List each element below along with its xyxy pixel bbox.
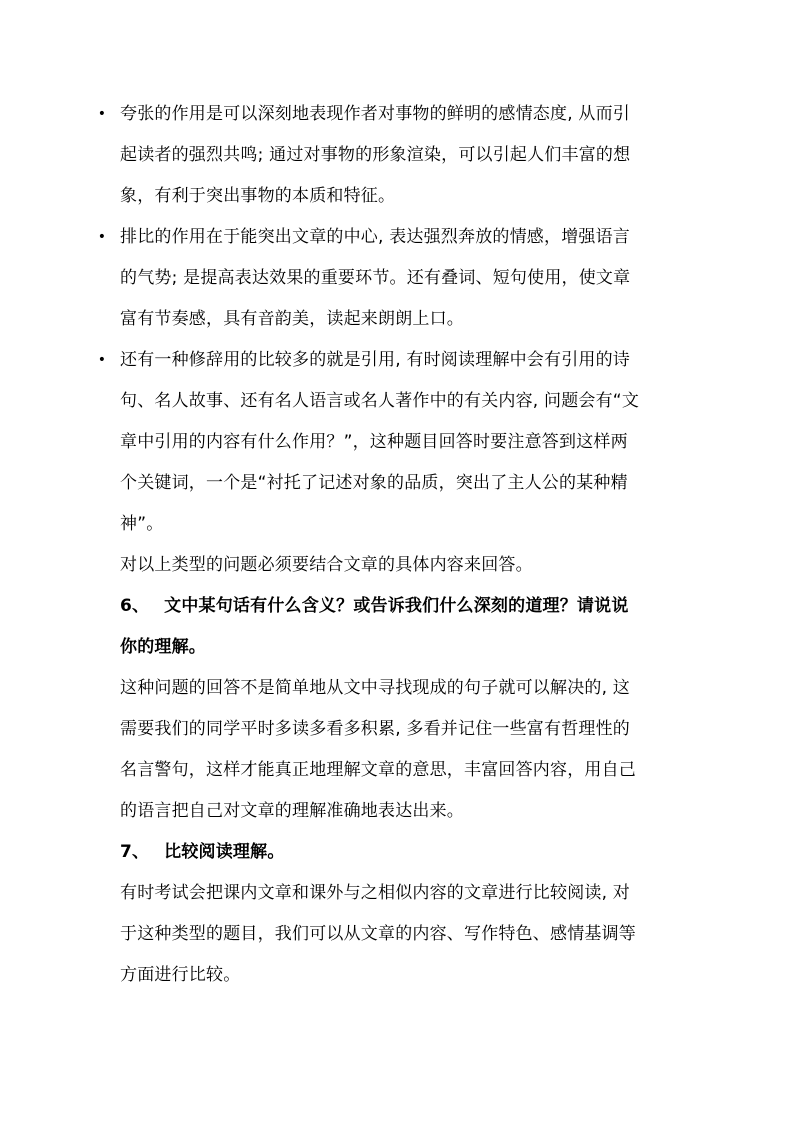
line-text: 排比的作用在于能突出文章的中心, 表达强烈奔放的情感，增强语言 <box>120 227 631 247</box>
paragraph-line: 章中引用的内容有什么作用？”，这种题目回答时要注意答到这样两 <box>120 432 628 452</box>
section-title: 比较阅读理解。 <box>164 842 285 862</box>
paragraph-line <box>97 94 680 135</box>
paragraph-line: 起读者的强烈共鸣; 通过对事物的形象渲染，可以引起人们丰富的想 <box>120 145 631 165</box>
bullet-icon: • <box>97 106 107 122</box>
paragraph-line: 句、名人故事、还有名人语言或名人著作中的有关内容, 问题会有“文 <box>120 391 640 411</box>
paragraph-line: 有时考试会把课内文章和课外与之相似内容的文章进行比较阅读, 对 <box>120 883 631 903</box>
line-text: 还有一种修辞用的比较多的就是引用, 有时阅读理解中会有引用的诗 <box>120 350 631 370</box>
paragraph-line: 象，有利于突出事物的本质和特征。 <box>120 186 396 206</box>
paragraph-line: 的语言把自己对文章的理解准确地表达出来。 <box>120 801 464 821</box>
document-body <box>97 94 680 996</box>
bullet-icon: • <box>97 352 107 368</box>
section-6-heading-cont: 你的理解。 <box>120 637 206 657</box>
section-number: 7、 <box>120 842 150 862</box>
section-title: 文中某句话有什么含义？或告诉我们什么深刻的道理？请说说 <box>164 596 629 616</box>
section-6-heading <box>120 586 680 627</box>
section-7-heading <box>120 832 680 873</box>
paragraph-line: 需要我们的同学平时多读多看多积累, 多看并记住一些富有哲理性的 <box>120 719 631 739</box>
line-text: 夸张的作用是可以深刻地表现作者对事物的鲜明的感情态度, 从而引 <box>120 104 631 124</box>
paragraph-line: 这种问题的回答不是简单地从文中寻找现成的句子就可以解决的, 这 <box>120 678 631 698</box>
paragraph-line <box>97 340 680 381</box>
paragraph-line: 个关键词，一个是“衬托了记述对象的品质，突出了主人公的某种精 <box>120 473 628 493</box>
paragraph-line: 神”。 <box>120 514 164 534</box>
paragraph-line: 于这种类型的题目，我们可以从文章的内容、写作特色、感情基调等 <box>120 924 636 944</box>
paragraph-line: 的气势; 是提高表达效果的重要环节。还有叠词、短句使用，使文章 <box>120 268 631 288</box>
paragraph-line: 富有节奏感，具有音韵美，读起来朗朗上口。 <box>120 309 464 329</box>
paragraph-line <box>97 217 680 258</box>
section-number: 6、 <box>120 596 150 616</box>
bullet-icon: • <box>97 229 107 245</box>
summary-line: 对以上类型的问题必须要结合文章的具体内容来回答。 <box>120 555 533 575</box>
paragraph-line: 名言警句，这样才能真正地理解文章的意思，丰富回答内容，用自己 <box>120 760 636 780</box>
paragraph-line: 方面进行比较。 <box>120 965 241 985</box>
